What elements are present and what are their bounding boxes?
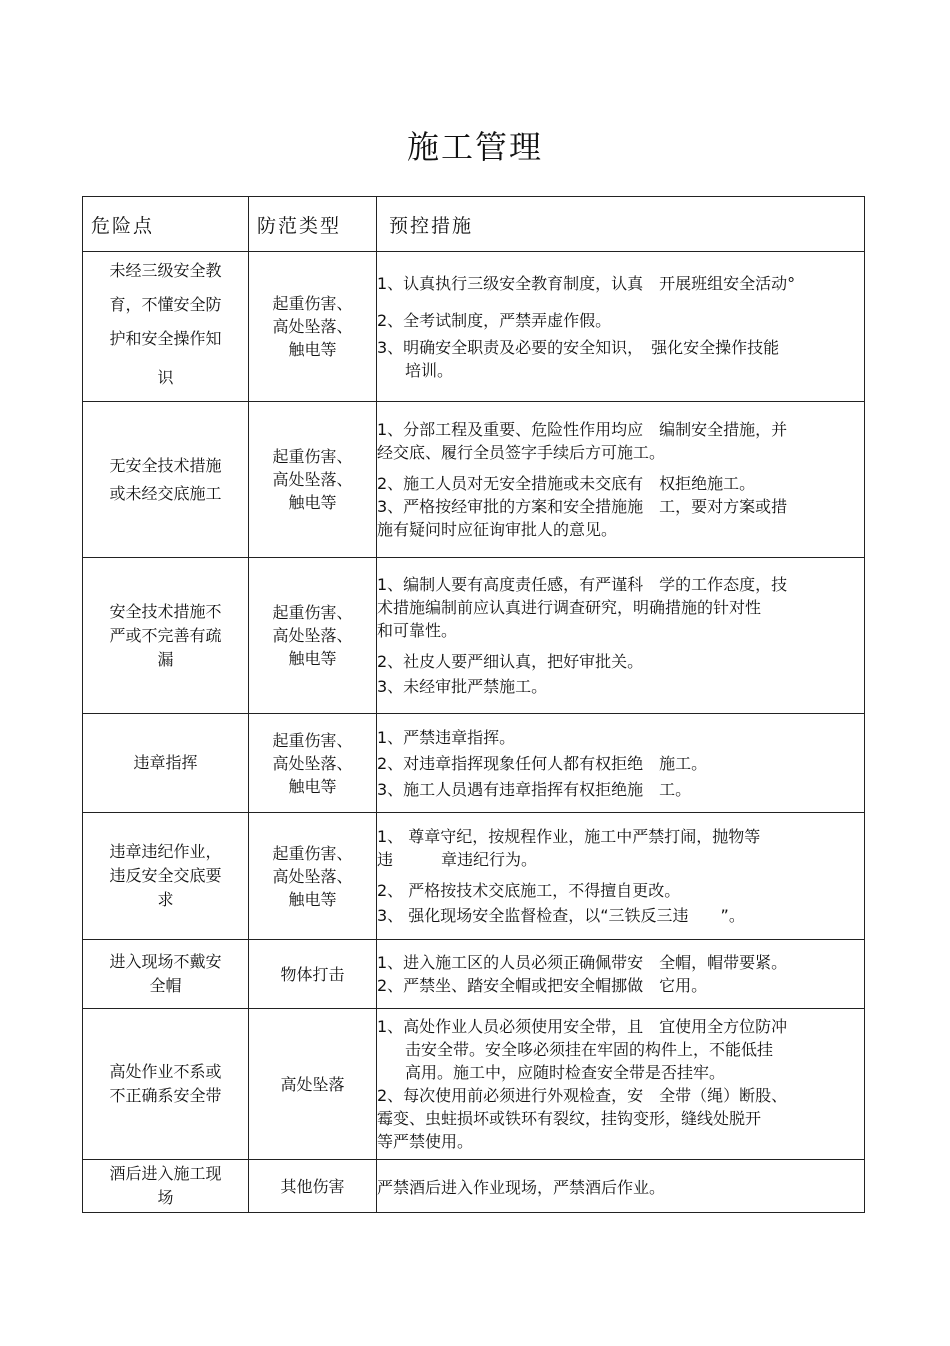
measure-line: 术措施编制前应认真进行调查研究，明确措施的针对性: [377, 598, 762, 617]
measure-line: 1、高处作业人员必须使用安全带，且 宜使用全方位防冲: [377, 1017, 788, 1036]
measure-line: 3、未经审批严禁施工。: [377, 677, 548, 696]
hazard-control-table: [82, 196, 865, 1213]
text-line: 起重伤害、: [272, 603, 353, 622]
text-line: 违反安全交底要: [109, 866, 222, 885]
measure-line: 经交底、履行全员签字手续后方可施工。: [377, 443, 666, 462]
measure-line: 击安全带。安全哆必须挂在牢固的构件上，不能低挂: [405, 1040, 774, 1059]
measure-line: 2、社皮人要严细认真，把好审批关。: [377, 652, 644, 671]
hazard-cell: [83, 402, 249, 558]
header-prevention-type: [249, 197, 377, 252]
measure-line: 3、明确安全职责及必要的安全知识， 强化安全操作技能: [377, 337, 780, 357]
text-line: 高处坠落: [280, 1074, 345, 1094]
table-row: [83, 252, 865, 402]
table-row: [83, 558, 865, 714]
table-row: [83, 813, 865, 940]
text-line: 高处坠落、: [272, 626, 353, 645]
measure-line: 2、每次使用前必须进行外观检查，安 全带（绳）断股、: [377, 1086, 788, 1105]
measure-line: 2、对违章指挥现象任何人都有权拒绝 施工。: [377, 753, 708, 773]
measure-line: 2、全考试制度，严禁弄虚作假。: [377, 310, 612, 330]
text-line: 求: [157, 890, 174, 909]
hazard-cell: [83, 558, 249, 714]
measure-line: 3、施工人员遇有违章指挥有权拒绝施 工。: [377, 779, 692, 799]
measure-line: 2、施工人员对无安全措施或未交底有 权拒绝施工。: [377, 474, 756, 493]
text-line: 酒后进入施工现: [109, 1164, 222, 1183]
type-cell: [249, 1009, 377, 1160]
table-row: [83, 402, 865, 558]
text-line: 触电等: [288, 776, 337, 796]
measure-line: 1、 尊章守纪，按规程作业，施工中严禁打闹，抛物等: [377, 827, 761, 846]
measure-line: 3、 强化现场安全监督检查，以“三铁反三违 ”。: [377, 906, 745, 925]
text-line: 其他伤害: [280, 1176, 345, 1196]
measures-cell: [377, 402, 865, 558]
text-line: 或未经交底施工: [109, 483, 222, 503]
measures-cell: [377, 940, 865, 1009]
measure-line: 霉变、虫蛀损坏或铁环有裂纹，挂钩变形，缝线处脱开: [377, 1109, 762, 1128]
measures-cell: [377, 813, 865, 940]
text-line: 触电等: [288, 889, 337, 909]
table-row: [83, 1009, 865, 1160]
type-cell: [249, 402, 377, 558]
measure-line: 严禁酒后进入作业现场，严禁酒后作业。: [377, 1177, 666, 1197]
text-line: 高处坠落、: [272, 866, 353, 886]
measures-cell: [377, 558, 865, 714]
measures-cell: [377, 1160, 865, 1213]
text-line: 起重伤害、: [272, 843, 353, 863]
text-line: 无安全技术措施: [109, 455, 222, 475]
measures-cell: [377, 1009, 865, 1160]
table-row: [83, 714, 865, 813]
text-line: 违章违纪作业，: [109, 842, 222, 861]
type-cell: [249, 940, 377, 1009]
measure-line: 2、严禁坐、踏安全帽或把安全帽挪做 它用。: [377, 976, 708, 995]
text-line: 识: [157, 367, 174, 387]
text-line: 育，不懂安全防: [109, 294, 222, 314]
text-line: 高处坠落、: [272, 470, 353, 489]
measure-line: 等严禁使用。: [377, 1132, 474, 1151]
text-line: 不正确系安全带: [109, 1086, 222, 1105]
text-line: 起重伤害、: [272, 447, 353, 466]
header-label: 防范类型: [257, 214, 342, 237]
type-cell: [249, 1160, 377, 1213]
type-cell: [249, 558, 377, 714]
measure-line: 1、编制人要有高度责任感，有严谨科 学的工作态度，技: [377, 575, 788, 594]
measure-line: 高用。施工中，应随时检查安全带是否挂牢。: [405, 1063, 726, 1082]
measure-line: 施有疑问时应征询审批人的意见。: [377, 520, 618, 539]
table-row: [83, 940, 865, 1009]
page-title: 施工管理: [406, 128, 543, 166]
text-line: 触电等: [288, 649, 337, 668]
header-label: 危险点: [91, 214, 155, 237]
measure-line: 违 章违纪行为。: [377, 850, 538, 869]
text-line: 高处坠落、: [272, 317, 353, 336]
measure-line: 1、进入施工区的人员必须正确佩带安 全帽，帽带要紧。: [377, 953, 788, 972]
text-line: 场: [157, 1188, 174, 1207]
hazard-cell: [83, 813, 249, 940]
measure-line: 和可靠性。: [377, 621, 458, 640]
measures-cell: [377, 714, 865, 813]
type-cell: [249, 714, 377, 813]
type-cell: [249, 813, 377, 940]
text-line: 违章指挥: [133, 753, 198, 772]
table-header-row: [83, 197, 865, 252]
text-line: 安全技术措施不: [109, 601, 222, 621]
text-line: 严或不完善有疏: [109, 625, 222, 645]
measure-line: 2、 严格按技术交底施工，不得擅自更改。: [377, 881, 681, 900]
table-row: [83, 1160, 865, 1213]
measure-line: 1、严禁违章指挥。: [377, 727, 516, 747]
text-line: 全帽: [149, 976, 182, 995]
text-line: 漏: [157, 649, 174, 669]
header-hazard-point: [83, 197, 249, 252]
text-line: 未经三级安全教: [109, 260, 222, 280]
text-line: 起重伤害、: [272, 730, 353, 750]
type-cell: [249, 252, 377, 402]
hazard-cell: [83, 1009, 249, 1160]
text-line: 触电等: [288, 340, 337, 359]
measure-line: 3、严格按经审批的方案和安全措施施 工，要对方案或措: [377, 497, 788, 516]
measure-line: 培训。: [405, 360, 454, 380]
hazard-cell: [83, 1160, 249, 1213]
hazard-cell: [83, 940, 249, 1009]
header-label: 预控措施: [389, 214, 474, 237]
text-line: 高处作业不系或: [109, 1062, 222, 1081]
measures-cell: [377, 252, 865, 402]
text-line: 护和安全操作知: [109, 328, 222, 348]
header-control-measures: [377, 197, 865, 252]
text-line: 起重伤害、: [272, 294, 353, 313]
text-line: 进入现场不戴安: [109, 952, 222, 971]
hazard-cell: [83, 714, 249, 813]
hazard-cell: [83, 252, 249, 402]
text-line: 物体打击: [280, 964, 345, 984]
measure-line: 1、分部工程及重要、危险性作用均应 编制安全措施，并: [377, 420, 788, 439]
text-line: 高处坠落、: [272, 753, 353, 773]
measure-line: 1、认真执行三级安全教育制度，认真 开展班组安全活动°: [377, 273, 796, 293]
text-line: 触电等: [288, 493, 337, 512]
